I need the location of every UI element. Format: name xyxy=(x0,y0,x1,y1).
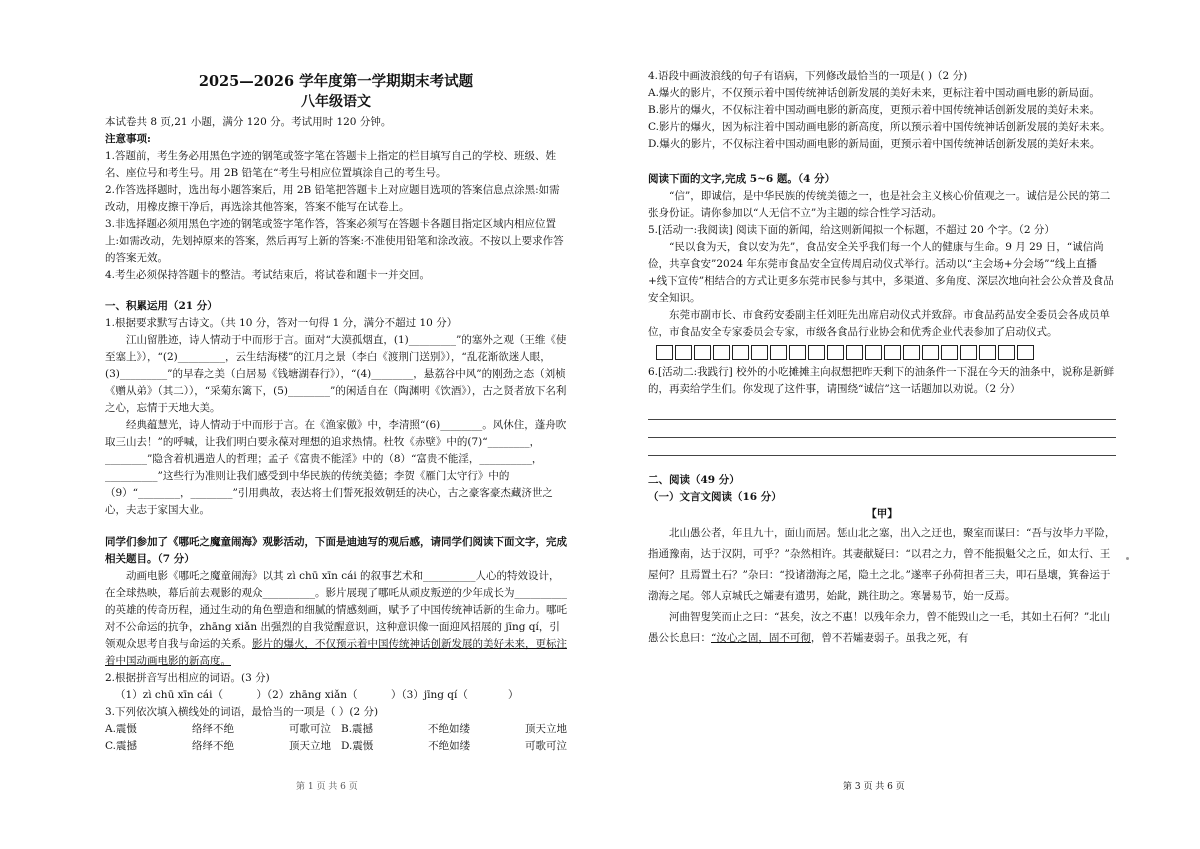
question-1: 1.根据要求默写古诗文。（共 10 分，答对一句得 1 分，满分不超过 10 分） xyxy=(105,317,458,329)
answer-box[interactable] xyxy=(713,345,730,360)
option-word: 顶天立地 xyxy=(289,740,331,752)
answer-box[interactable] xyxy=(770,345,787,360)
option-label: C.震撼 xyxy=(105,740,137,752)
q4-option-d: D.爆火的影片，不仅标注着中国动画电影的新局面，更预示着中国传统神话创新发展的美好未来。 xyxy=(648,138,1101,150)
answer-line[interactable] xyxy=(648,404,1116,420)
answer-lines[interactable] xyxy=(648,404,1116,456)
classical-para-2 xyxy=(648,607,1116,649)
question-4: 4.语段中画波浪线的句子有语病，下列修改最恰当的一项是( )（2 分) xyxy=(648,70,968,82)
answer-box[interactable] xyxy=(922,345,939,360)
option-a xyxy=(105,721,331,738)
classical-text: ，曾不若孀妻弱子。虽我之死，有 xyxy=(810,632,969,644)
answer-box[interactable] xyxy=(827,345,844,360)
answer-box[interactable] xyxy=(884,345,901,360)
exam-subject: 八年级语文 xyxy=(301,94,371,110)
question-1-para-2: 经典蕴慧光，诗人情动于中而形于言。在《渔家傲》中，李清照“(6)________。风休住，蓬舟吹取三山去！”的呼喊，让我们明白要永葆对理想的追求热情。杜牧《赤壁》中的(7)“________，________”隐含着机遇造人的哲理；孟子《富贵不能淫》中的（8）“富贵不能淫，__________，__________”这些行为准则让我们感受到中华民族的传统美德；李贺《雁门太守行》中的（9）“________，________”引用典故，表达将士们誓死报效朝廷的决心，古之豪客豪杰藏济世之心，夫志于家国大业。 xyxy=(105,419,567,516)
option-word: 络绎不绝 xyxy=(191,723,234,735)
classical-para-1: 北山愚公者，年且九十，面山而居。惩山北之塞，出入之迂也，聚室而谋曰：“吾与汝毕力平险，指通豫南，达于汉阴，可乎？”杂然相许。其妻献疑曰：“以君之力，曾不能损魁父之丘，如太行、王屋何？且焉置土石？”杂曰：“投诸渤海之尾，隐土之北。”遂率子孙荷担者三夫，叩石垦壤，箕畚运于渤海之尾。邻人京城氏之孀妻有遗男，始龀，跳往助之。寒暑易节，始一反焉。 xyxy=(648,527,1116,602)
pinyin-item-end: ） xyxy=(507,689,519,701)
question-1-para-1: 江山留胜迹，诗人情动于中而形于言。面对“大漠孤烟直，(1)_________”的塞外之观（王维《使至塞上》），“(2)_________，云生结海楼”的江月之景（李白《渡荆门送别》），“乱花渐欲迷人眼，(3)_________”的早春之美（白居易《钱塘湖春行》），“(4)________，悬荔谷中风”的刚劲之态（刘桢《赠从弟》（其二）），“采菊东篱下，(5)________”的闲适自在（陶渊明《饮酒》），古之贤者放下名利之心，忘情于天地大美。 xyxy=(105,334,567,414)
scan-speck xyxy=(1126,557,1129,560)
option-word: 可歌可泣 xyxy=(288,723,331,735)
section-2-title: 二、阅读（49 分） xyxy=(648,474,740,486)
answer-box[interactable] xyxy=(656,345,673,360)
notice-title: 注意事项: xyxy=(105,133,151,145)
answer-line[interactable] xyxy=(648,440,1116,456)
answer-box[interactable] xyxy=(732,345,749,360)
question-3-options xyxy=(105,721,567,755)
option-label: D.震慑 xyxy=(341,740,374,752)
option-b xyxy=(341,721,567,738)
classical-text: 河曲智叟笑而止之曰：“甚矣，汝之不惠！以残年余力，曾不能毁山之一毛，其如土石何？”北山愚公长息曰： xyxy=(648,611,1111,644)
news-para-1: “民以食为天，食以安为先”，食品安全关乎我们每一个人的健康与生命。9 月 29 日，“诚信尚俭，共享食安”2024 年东莞市食品安全宣传周启动仪式举行。活动以“主会场+分会场”“线上直播+线下宣传”相结合的方式让更多东莞市民参与其中，多渠道、多角度、深层次地向社会公众普及食品安全知识。 xyxy=(648,241,1114,304)
q4-option-a: A.爆火的影片，不仅预示着中国传统神话创新发展的美好未来，更标注着中国动画电影的新局面。 xyxy=(648,87,1100,99)
question-5: 5.[活动一:我阅读] 阅读下面的新闻，给这则新闻拟一个标题，不超过 20 个字。（2 分） xyxy=(648,224,1055,236)
left-column xyxy=(105,68,567,755)
review-passage-text: 动画电影《哪吒之魔童闹海》以其 zì chū xīn cái 的叙事艺术和__________人心的特效设计，在全球热映，幕后前去观影的观众__________。影片展现了哪吒从顽皮叛逆的少年成长为__________的英雄的传奇历程，通过生动的角色塑造和细腻的情感刻画，赋予了中国传统神话新的生命力。哪吒对不公命运的抗争，zhāng xiǎn 出强烈的自我觉醒意识，这种意识像一面迎风招展的 jīng qí，引领观众思考自我与命运的关系。 xyxy=(105,570,567,650)
q4-option-c: C.影片的爆火，因为标注着中国动画电影的新高度，所以预示着中国传统神话创新发展的美好未来。 xyxy=(648,121,1111,133)
option-word: 络绎不绝 xyxy=(192,740,234,752)
option-word: 顶天立地 xyxy=(525,723,567,735)
answer-box[interactable] xyxy=(960,345,977,360)
option-d xyxy=(341,738,567,755)
answer-box[interactable] xyxy=(808,345,825,360)
question-2-items xyxy=(105,687,567,704)
answer-box[interactable] xyxy=(751,345,768,360)
question-3: 3.下列依次填入横线处的词语，最恰当的一项是（ ）(2 分) xyxy=(105,706,379,718)
question-6: 6.[活动二:我践行] 校外的小吃摊摊主向叔想把昨天剩下的油条件一下混在今天的油条中，说称是新鲜的，再卖给学生们。你发现了这件事，请围绕“诚信”这一话题加以劝说。（2 分） xyxy=(648,366,1115,395)
notice-item: 1.答题前，考生务必用黑色字迹的钢笔或签字笔在答题卡上指定的栏目填写自己的学校、班级、姓名、座位号和考生号。用 2B 铅笔在“考生号相应位置填涂自己的考生号。 xyxy=(105,150,557,179)
answer-box[interactable] xyxy=(903,345,920,360)
option-word: 不绝如缕 xyxy=(428,740,471,752)
exam-title: 2025—2026 学年度第一学期期末考试题 xyxy=(198,73,474,90)
exam-intro: 本试卷共 8 页,21 小题，满分 120 分。考试用时 120 分钟。 xyxy=(105,116,392,128)
answer-box[interactable] xyxy=(865,345,882,360)
notice-item: 3.非选择题必须用黑色字迹的钢笔或签字笔作答，答案必须写在答题卡各题目指定区域内相应位置上:如需改动，先划掉原来的答案，然后再写上新的答案:不准使用铅笔和涂改液。不按以上要求作答的答案无效。 xyxy=(105,218,564,264)
answer-box[interactable] xyxy=(694,345,711,360)
underlined-sentence: “汝心之固，固不可彻 xyxy=(711,632,811,644)
title-answer-boxes[interactable] xyxy=(656,345,1116,360)
answer-box[interactable] xyxy=(941,345,958,360)
reading-group-intro: 同学们参加了《哪吒之魔童闹海》观影活动，下面是迪迪写的观后感，请同学们阅读下面文字，完成相关题目。（7 分） xyxy=(105,536,567,565)
pinyin-item-3: ）（3）jīng qí（ xyxy=(390,689,468,701)
answer-box[interactable] xyxy=(675,345,692,360)
notice-item: 2.作答选择题时，选出每小题答案后，用 2B 铅笔把答题卡上对应题目选项的答案信息点涂黑:如需改动，用橡皮擦干净后，再选涂其他答案，答案不能写在试卷上。 xyxy=(105,184,560,213)
reading-5-6-head: 阅读下面的文字,完成 5~6 题。（4 分） xyxy=(648,173,836,185)
option-c xyxy=(105,738,331,755)
subsection-classical: （一）文言文阅读（16 分） xyxy=(648,491,782,503)
pinyin-item-1: （1）zì chū xīn cái（ xyxy=(115,689,224,701)
section-1-title: 一、积累运用（21 分） xyxy=(105,300,218,312)
page-number-left: 第 1 页 共 6 页 xyxy=(296,782,358,792)
option-label: A.震慑 xyxy=(105,723,137,735)
option-word: 可歌可泣 xyxy=(524,740,567,752)
passage-jia-label: 【甲】 xyxy=(866,508,898,520)
notice-item: 4.考生必须保持答题卡的整洁。考试结束后，将试卷和题卡一并交回。 xyxy=(105,269,431,281)
integrity-intro: “信”，即诚信，是中华民族的传统美德之一，也是社会主义核心价值观之一。诚信是公民的第二张身份证。请你参加以“人无信不立”为主题的综合性学习活动。 xyxy=(648,190,1111,219)
wavy-underlined-sentence: 影片的爆火，不仅预示着中国传统神话创新发展的美好未来，更标注着中国动画电影的新高度。 xyxy=(105,638,567,667)
news-para-2: 东莞市副市长、市食药安委副主任刘旺先出席启动仪式并致辞。市食品药品安全委员会各成员单位，市食品安全专家委员会专家，市级各食品行业协会和优秀企业代表参加了启动仪式。 xyxy=(648,309,1110,338)
right-column xyxy=(648,68,1116,649)
answer-box[interactable] xyxy=(789,345,806,360)
answer-box[interactable] xyxy=(998,345,1015,360)
question-2: 2.根据拼音写出相应的词语。(3 分) xyxy=(105,672,270,684)
answer-line[interactable] xyxy=(648,422,1116,438)
review-passage xyxy=(105,568,567,670)
page-number-right: 第 3 页 共 6 页 xyxy=(843,782,905,792)
pinyin-item-2: ）（2）zhāng xiǎn（ xyxy=(256,689,358,701)
q4-option-b: B.影片的爆火，不仅标注着中国动画电影的新高度，更预示着中国传统神话创新发展的美好未来。 xyxy=(648,104,1101,116)
option-word: 不绝如缕 xyxy=(428,723,471,735)
answer-box[interactable] xyxy=(1017,345,1034,360)
option-label: B.震撼 xyxy=(341,723,374,735)
answer-box[interactable] xyxy=(979,345,996,360)
answer-box[interactable] xyxy=(846,345,863,360)
